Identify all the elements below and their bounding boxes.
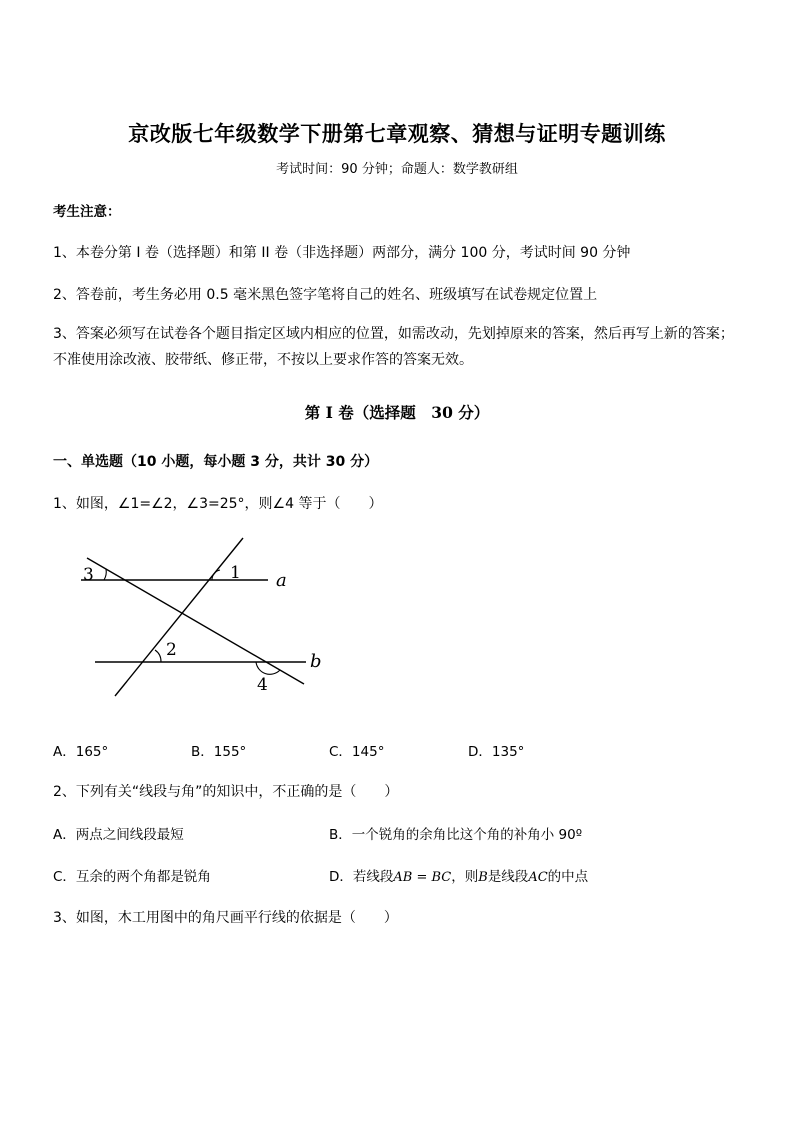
angle-label-2: 2 — [166, 640, 177, 660]
question-1-option-a[interactable]: A．165° — [53, 744, 109, 760]
question-1-option-b[interactable]: B．155° — [191, 744, 247, 760]
question-2-option-b[interactable]: B．一个锐角的余角比这个角的补角小 90º — [329, 827, 583, 843]
question-1-option-c[interactable]: C．145° — [329, 744, 385, 760]
transversal-2 — [115, 538, 243, 696]
option-d-mid: ，则 — [451, 869, 479, 885]
option-d-prefix: D．若线段 — [329, 869, 394, 885]
exam-meta: 考试时间：90 分钟；命题人：数学教研组 — [276, 162, 518, 177]
angle-label-3: 3 — [83, 565, 94, 585]
question-2-stem: 2、下列有关“线段与角”的知识中，不正确的是（ ） — [53, 784, 399, 800]
option-d-segment: AC — [528, 870, 548, 885]
transversal-1 — [87, 558, 304, 684]
angle-label-1: 1 — [230, 563, 241, 583]
notice-item-2: 2、答卷前，考生务必用 0.5 毫米黑色签字笔将自己的姓名、班级填写在试卷规定位置上 — [53, 287, 598, 303]
section-title: 第 I 卷（选择题 30 分） — [304, 403, 490, 422]
angle-2-arc — [155, 650, 161, 662]
question-1-figure — [75, 530, 345, 700]
question-1-option-d[interactable]: D．135° — [468, 744, 525, 760]
page-title: 京改版七年级数学下册第七章观察、猜想与证明专题训练 — [128, 121, 666, 146]
line-label-b: b — [310, 651, 322, 672]
notice-item-1: 1、本卷分第 I 卷（选择题）和第 II 卷（非选择题）两部分，满分 100 分，考试时间 90 分钟 — [53, 245, 631, 261]
notice-item-3: 3、答案必须写在试卷各个题目指定区域内相应的位置，如需改动，先划掉原来的答案，然后再写上新的答案；不准使用涂改液、胶带纸、修正带，不按以上要求作答的答案无效。 — [53, 326, 734, 368]
line-label-a: a — [276, 570, 287, 591]
option-d-expression: AB = BC — [393, 870, 452, 885]
angle-3-arc — [104, 569, 106, 580]
question-2-option-d[interactable] — [329, 865, 588, 885]
question-1-stem: 1、如图，∠1=∠2，∠3=25°，则∠4 等于（ ） — [53, 496, 383, 512]
option-d-point: B — [478, 870, 488, 885]
option-d-mid2: 是线段 — [487, 869, 529, 885]
angle-1-arc — [212, 570, 220, 580]
notice-heading: 考生注意： — [53, 204, 121, 220]
section-subtitle: 一、单选题（10 小题，每小题 3 分，共计 30 分） — [53, 454, 379, 470]
question-2-option-c[interactable]: C．互余的两个角都是锐角 — [53, 869, 211, 885]
option-d-suffix: 的中点 — [547, 869, 589, 885]
angle-label-4: 4 — [257, 675, 268, 695]
question-3-stem: 3、如图，木工用图中的角尺画平行线的依据是（ ） — [53, 910, 398, 926]
question-2-option-a[interactable]: A．两点之间线段最短 — [53, 827, 184, 843]
